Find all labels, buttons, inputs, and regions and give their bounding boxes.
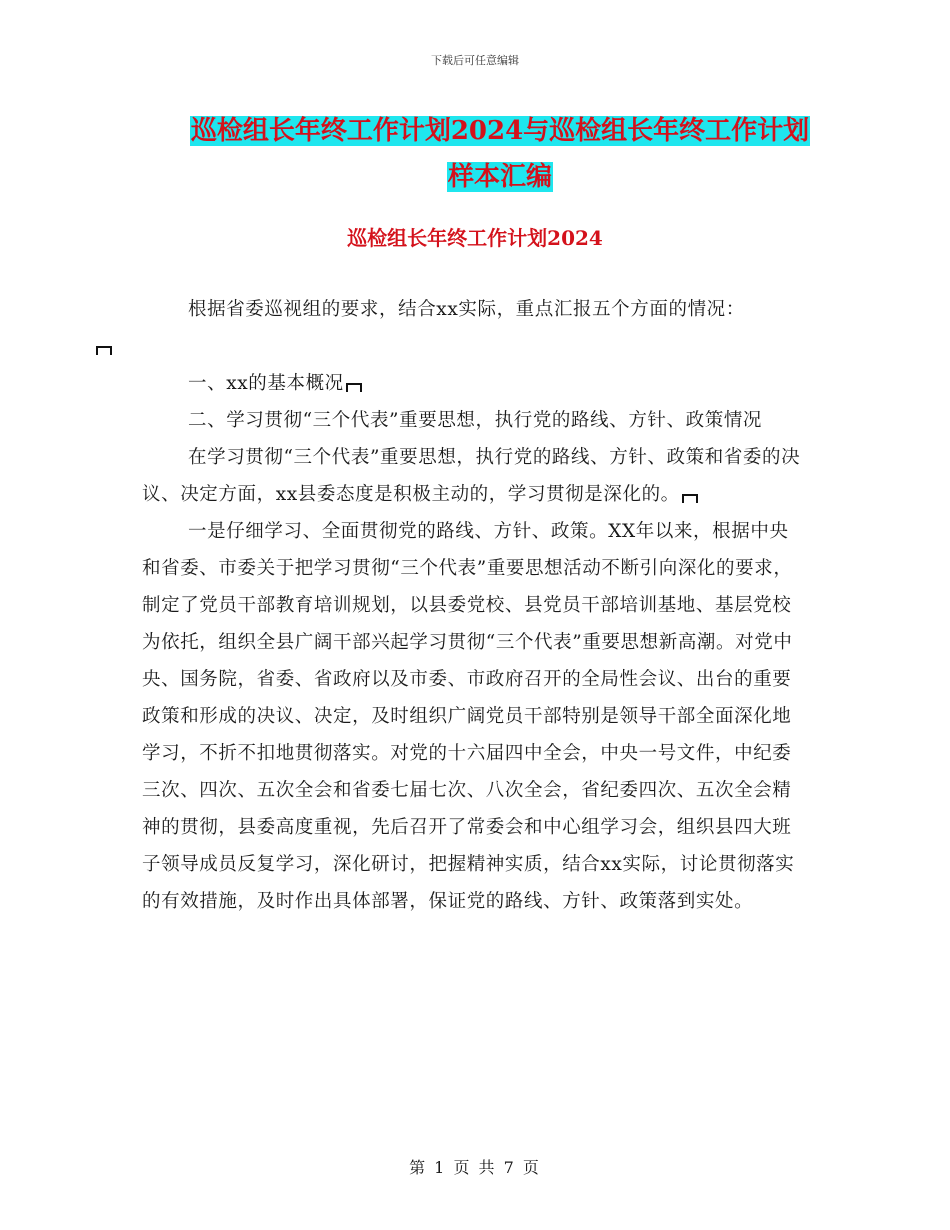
heading-1-text: 一、xx的基本概况 bbox=[188, 373, 344, 394]
paragraph-detail: 一是仔细学习、全面贯彻党的路线、方针、政策。XX年以来，根据中央和省委、市委关于把学习贯彻“三个代表”重要思想活动不断引向深化的要求，制定了党员干部教育培训规划，以县委党校、县党员干部培训基地、基层党校为依托，组织全县广阔干部兴起学习贯彻“三个代表”重要思想新高潮。对党中央、国务院，省委、省政府以及市委、市政府召开的全局性会议、出台的重要政策和形成的决议、决定，及时组织广阔党员干部特别是领导干部全面深化地学习，不折不扣地贯彻落实。对党的十六届四中全会，中央一号文件，中纪委三次、四次、五次全会和省委七届七次、八次全会，省纪委四次、五次全会精神的贯彻，县委高度重视，先后召开了常委会和中心组学习会，组织县四大班子领导成员反复学习，深化研讨，把握精神实质，结合xx实际，讨论贯彻落实的有效措施，及时作出具体部署，保证党的路线、方针、政策落到实处。 bbox=[142, 521, 795, 912]
paragraph-mark-icon bbox=[682, 494, 698, 503]
paragraph-heading-2: 二、学习贯彻“三个代表”重要思想，执行党的路线、方针、政策情况 bbox=[188, 410, 763, 431]
title-line-2: 样本汇编 bbox=[447, 162, 552, 192]
paragraph-study bbox=[142, 439, 807, 513]
paragraph-study-text: 在学习贯彻“三个代表”重要思想，执行党的路线、方针、政策和省委的决议、决定方面，xx县委态度是积极主动的，学习贯彻是深化的。 bbox=[142, 447, 801, 505]
document-title bbox=[140, 108, 860, 200]
paragraph-mark-icon bbox=[346, 383, 362, 392]
paragraph-intro bbox=[142, 291, 807, 365]
title-line-1: 巡检组长年终工作计划2024与巡检组长年终工作计划 bbox=[190, 116, 810, 146]
section-title: 巡检组长年终工作计划2024 bbox=[347, 226, 603, 250]
paragraph-intro-text: 根据省委巡视组的要求，结合xx实际，重点汇报五个方面的情况： bbox=[188, 299, 745, 320]
page-number: 第 1 页 共 7 页 bbox=[409, 1158, 541, 1177]
paragraph-heading-1 bbox=[142, 365, 807, 402]
paragraph-mark-icon bbox=[96, 346, 112, 355]
document-body bbox=[142, 291, 807, 920]
page-header-note: 下载后可任意编辑 bbox=[431, 54, 519, 67]
